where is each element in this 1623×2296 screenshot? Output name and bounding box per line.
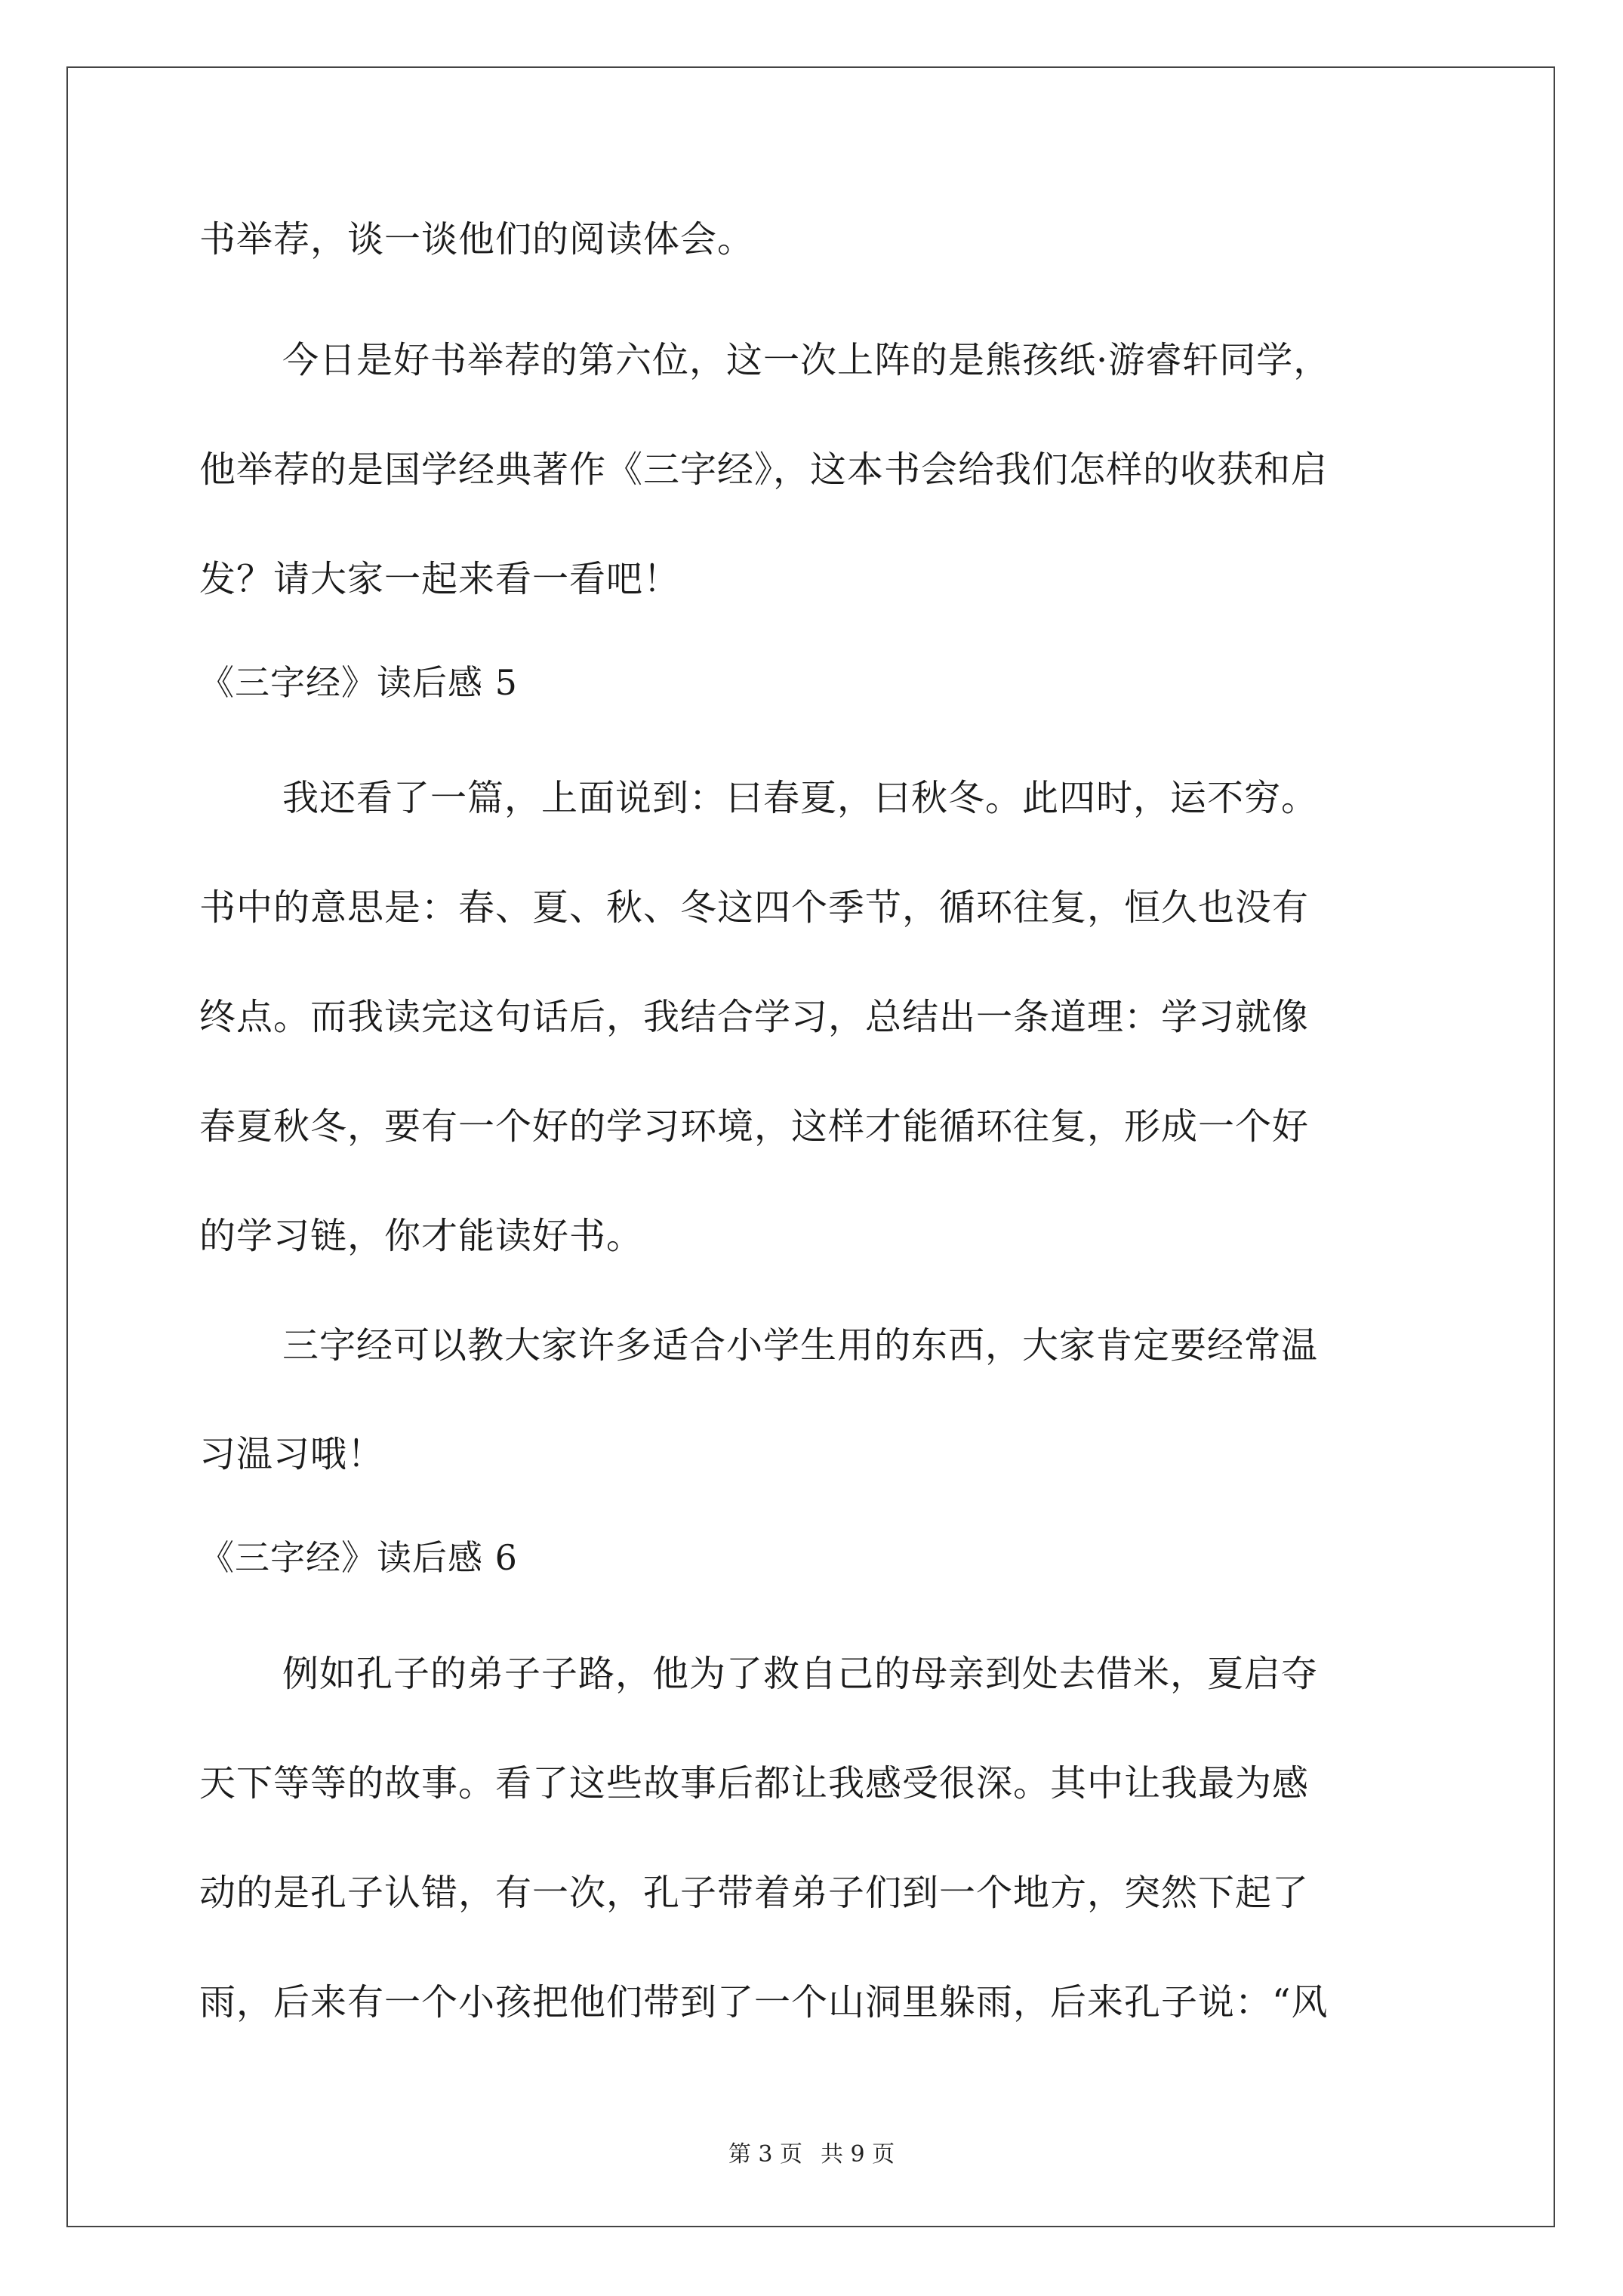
paragraph-line: 发？请大家一起来看一看吧！ [199,558,681,600]
paragraph-line: 他举荐的是国学经典著作《三字经》，这本书会给我们怎样的收获和启 [199,448,1329,491]
paragraph-line: 春夏秋冬，要有一个好的学习环境，这样才能循环往复，形成一个好 [199,1105,1310,1148]
page-number: 第 3 页 [728,2141,802,2168]
section-heading: 《三字经》读后感 6 [199,1537,518,1578]
page-footer [0,2140,1623,2170]
paragraph-line: 天下等等的故事。看了这些故事后都让我感受很深。其中让我最为感 [199,1762,1310,1804]
paragraph-line: 的学习链，你才能读好书。 [199,1215,644,1257]
page-total: 共 9 页 [821,2141,895,2168]
paragraph-line: 我还看了一篇，上面说到：曰春夏，曰秋冬。此四时，运不穷。 [282,777,1319,819]
paragraph-line: 例如孔子的弟子子路，他为了救自己的母亲到处去借米，夏启夺 [282,1653,1319,1695]
paragraph-line: 书中的意思是：春、夏、秋、冬这四个季节，循环往复，恒久也没有 [199,886,1310,929]
paragraph-line: 书举荐，谈一谈他们的阅读体会。 [199,218,755,260]
paragraph-line: 习温习哦！ [199,1433,385,1475]
paragraph-line: 动的是孔子认错，有一次，孔子带着弟子们到一个地方，突然下起了 [199,1872,1310,1914]
paragraph-line: 终点。而我读完这句话后，我结合学习，总结出一条道理：学习就像 [199,996,1310,1038]
paragraph-line: 雨，后来有一个小孩把他们带到了一个山洞里躲雨，后来孔子说：“风 [199,1981,1329,2023]
section-heading: 《三字经》读后感 5 [199,662,518,703]
paragraph-line: 今日是好书举荐的第六位，这一次上阵的是熊孩纸·游睿轩同学， [282,339,1331,381]
paragraph-line: 三字经可以教大家许多适合小学生用的东西，大家肯定要经常温 [282,1324,1319,1367]
